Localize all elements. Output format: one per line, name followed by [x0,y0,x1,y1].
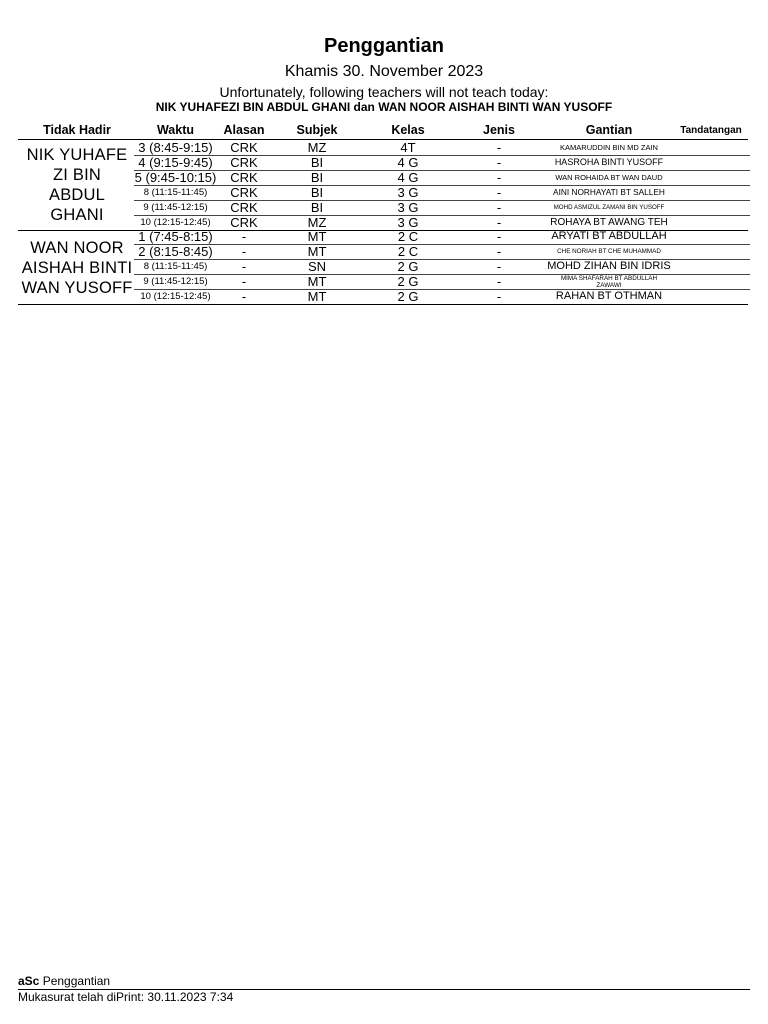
kelas-cell: 4T [400,140,416,155]
col-header-gantian: Gantian [585,123,633,137]
alasan-cell: - [241,274,247,289]
alasan-cell: CRK [230,155,258,170]
col-header-subjek: Subjek [296,123,338,137]
table-row [0,259,768,274]
gantian-cell: KAMARUDDIN BIN MD ZAIN [560,143,658,152]
subjek-cell: MT [307,289,327,304]
waktu-cell: 8 (11:15-11:45) [143,261,208,272]
waktu-cell: 8 (11:15-11:45) [143,187,208,198]
teacher-name-line: ABDUL [48,186,106,204]
gantian-cell: RAHAN BT OTHMAN [555,290,663,302]
jenis-cell: - [496,140,502,155]
gantian-cell: WAN ROHAIDA BT WAN DAUD [555,173,663,182]
alasan-cell: - [241,259,247,274]
kelas-cell: 2 G [397,259,419,274]
waktu-cell: 2 (8:15-8:45) [138,244,213,259]
absent-teachers-names: NIK YUHAFEZI BIN ABDUL GHANI dan WAN NOOR AISHAH BINTI WAN YUSOFF [155,100,613,114]
kelas-cell: 4 G [397,170,419,185]
gantian-cell: ROHAYA BT AWANG TEH [550,217,668,228]
kelas-cell: 3 G [397,215,419,230]
subjek-cell: MT [307,274,327,289]
footer-app [18,974,110,988]
teacher-name-line: ZI BIN [53,166,101,184]
jenis-cell: - [496,215,502,230]
table-row [0,274,768,289]
waktu-cell: 10 (12:15-12:45) [140,291,211,302]
kelas-cell: 2 G [397,274,419,289]
gantian-cell: ARYATI BT ABDULLAH [551,230,667,242]
teacher-name-line: AISHAH BINTI [21,259,133,277]
col-header-tandatangan: Tandatangan [680,125,742,136]
subjek-cell: BI [310,170,324,185]
alasan-cell: CRK [230,185,258,200]
col-header-kelas: Kelas [391,123,425,137]
footer-printed: Mukasurat telah diPrint: 30.11.2023 7:34 [18,990,234,1004]
col-header-jenis: Jenis [483,123,515,137]
subjek-cell: SN [307,259,327,274]
alasan-cell: - [241,229,247,244]
kelas-cell: 3 G [397,200,419,215]
kelas-cell: 3 G [397,185,419,200]
subjek-cell: MZ [307,140,327,155]
table-row [0,140,768,155]
waktu-cell: 5 (9:45-10:15) [134,170,217,185]
waktu-cell: 1 (7:45-8:15) [138,229,213,244]
gantian-cell: CHE NORIAH BT CHE MUHAMMAD [557,248,661,255]
table-row [0,185,768,200]
gantian-cell: MOHD ASMIZUL ZAMANI BIN YUSOFF [553,204,665,211]
subjek-cell: BI [310,155,324,170]
jenis-cell: - [496,155,502,170]
table-row [0,200,768,215]
jenis-cell: - [496,200,502,215]
alasan-cell: CRK [230,140,258,155]
col-header-alasan: Alasan [223,123,265,137]
gantian-cell: HASROHA BINTI YUSOFF [554,157,664,167]
subjek-cell: BI [310,200,324,215]
teacher-name-line: NIK YUHAFE [26,146,128,164]
table-row [0,215,768,230]
col-header-waktu: Waktu [156,123,195,137]
footer-brand: aSc [18,974,40,988]
jenis-cell: - [496,259,502,274]
table-bottom-rule [18,304,748,305]
table-row [0,155,768,170]
alasan-cell: - [241,289,247,304]
kelas-cell: 2 C [397,229,419,244]
gantian-cell: MOHD ZIHAN BIN IDRIS [547,260,671,272]
footer-app-name: Penggantian [42,974,111,988]
subjek-cell: BI [310,185,324,200]
col-header-tidak-hadir: Tidak Hadir [43,123,111,137]
absence-notice: Unfortunately, following teachers will not teach today: [219,84,549,100]
jenis-cell: - [496,274,502,289]
jenis-cell: - [496,289,502,304]
waktu-cell: 9 (11:45-12:15) [143,202,208,213]
jenis-cell: - [496,185,502,200]
teacher-name-line: WAN YUSOFF [21,279,133,297]
jenis-cell: - [496,170,502,185]
table-row [0,229,768,244]
alasan-cell: CRK [230,170,258,185]
kelas-cell: 4 G [397,155,419,170]
table-row [0,170,768,185]
kelas-cell: 2 C [397,244,419,259]
gantian-cell: MIMA SHAFARAH BT ABDULLAH ZAWAWI [560,275,658,289]
alasan-cell: CRK [230,215,258,230]
alasan-cell: CRK [230,200,258,215]
table-row [0,244,768,259]
alasan-cell: - [241,244,247,259]
subjek-cell: MZ [307,215,327,230]
subjek-cell: MT [307,229,327,244]
waktu-cell: 4 (9:15-9:45) [138,155,213,170]
kelas-cell: 2 G [397,289,419,304]
jenis-cell: - [496,244,502,259]
waktu-cell: 3 (8:45-9:15) [138,140,213,155]
report-date: Khamis 30. November 2023 [284,63,484,80]
subjek-cell: MT [307,244,327,259]
waktu-cell: 9 (11:45-12:15) [143,276,208,287]
table-row [0,289,768,304]
waktu-cell: 10 (12:15-12:45) [140,217,211,228]
page-title: Penggantian [323,35,444,57]
teacher-name-line: WAN NOOR [30,239,124,257]
teacher-name-line: GHANI [50,206,104,224]
gantian-cell: AINI NORHAYATI BT SALLEH [553,187,665,197]
jenis-cell: - [496,229,502,244]
